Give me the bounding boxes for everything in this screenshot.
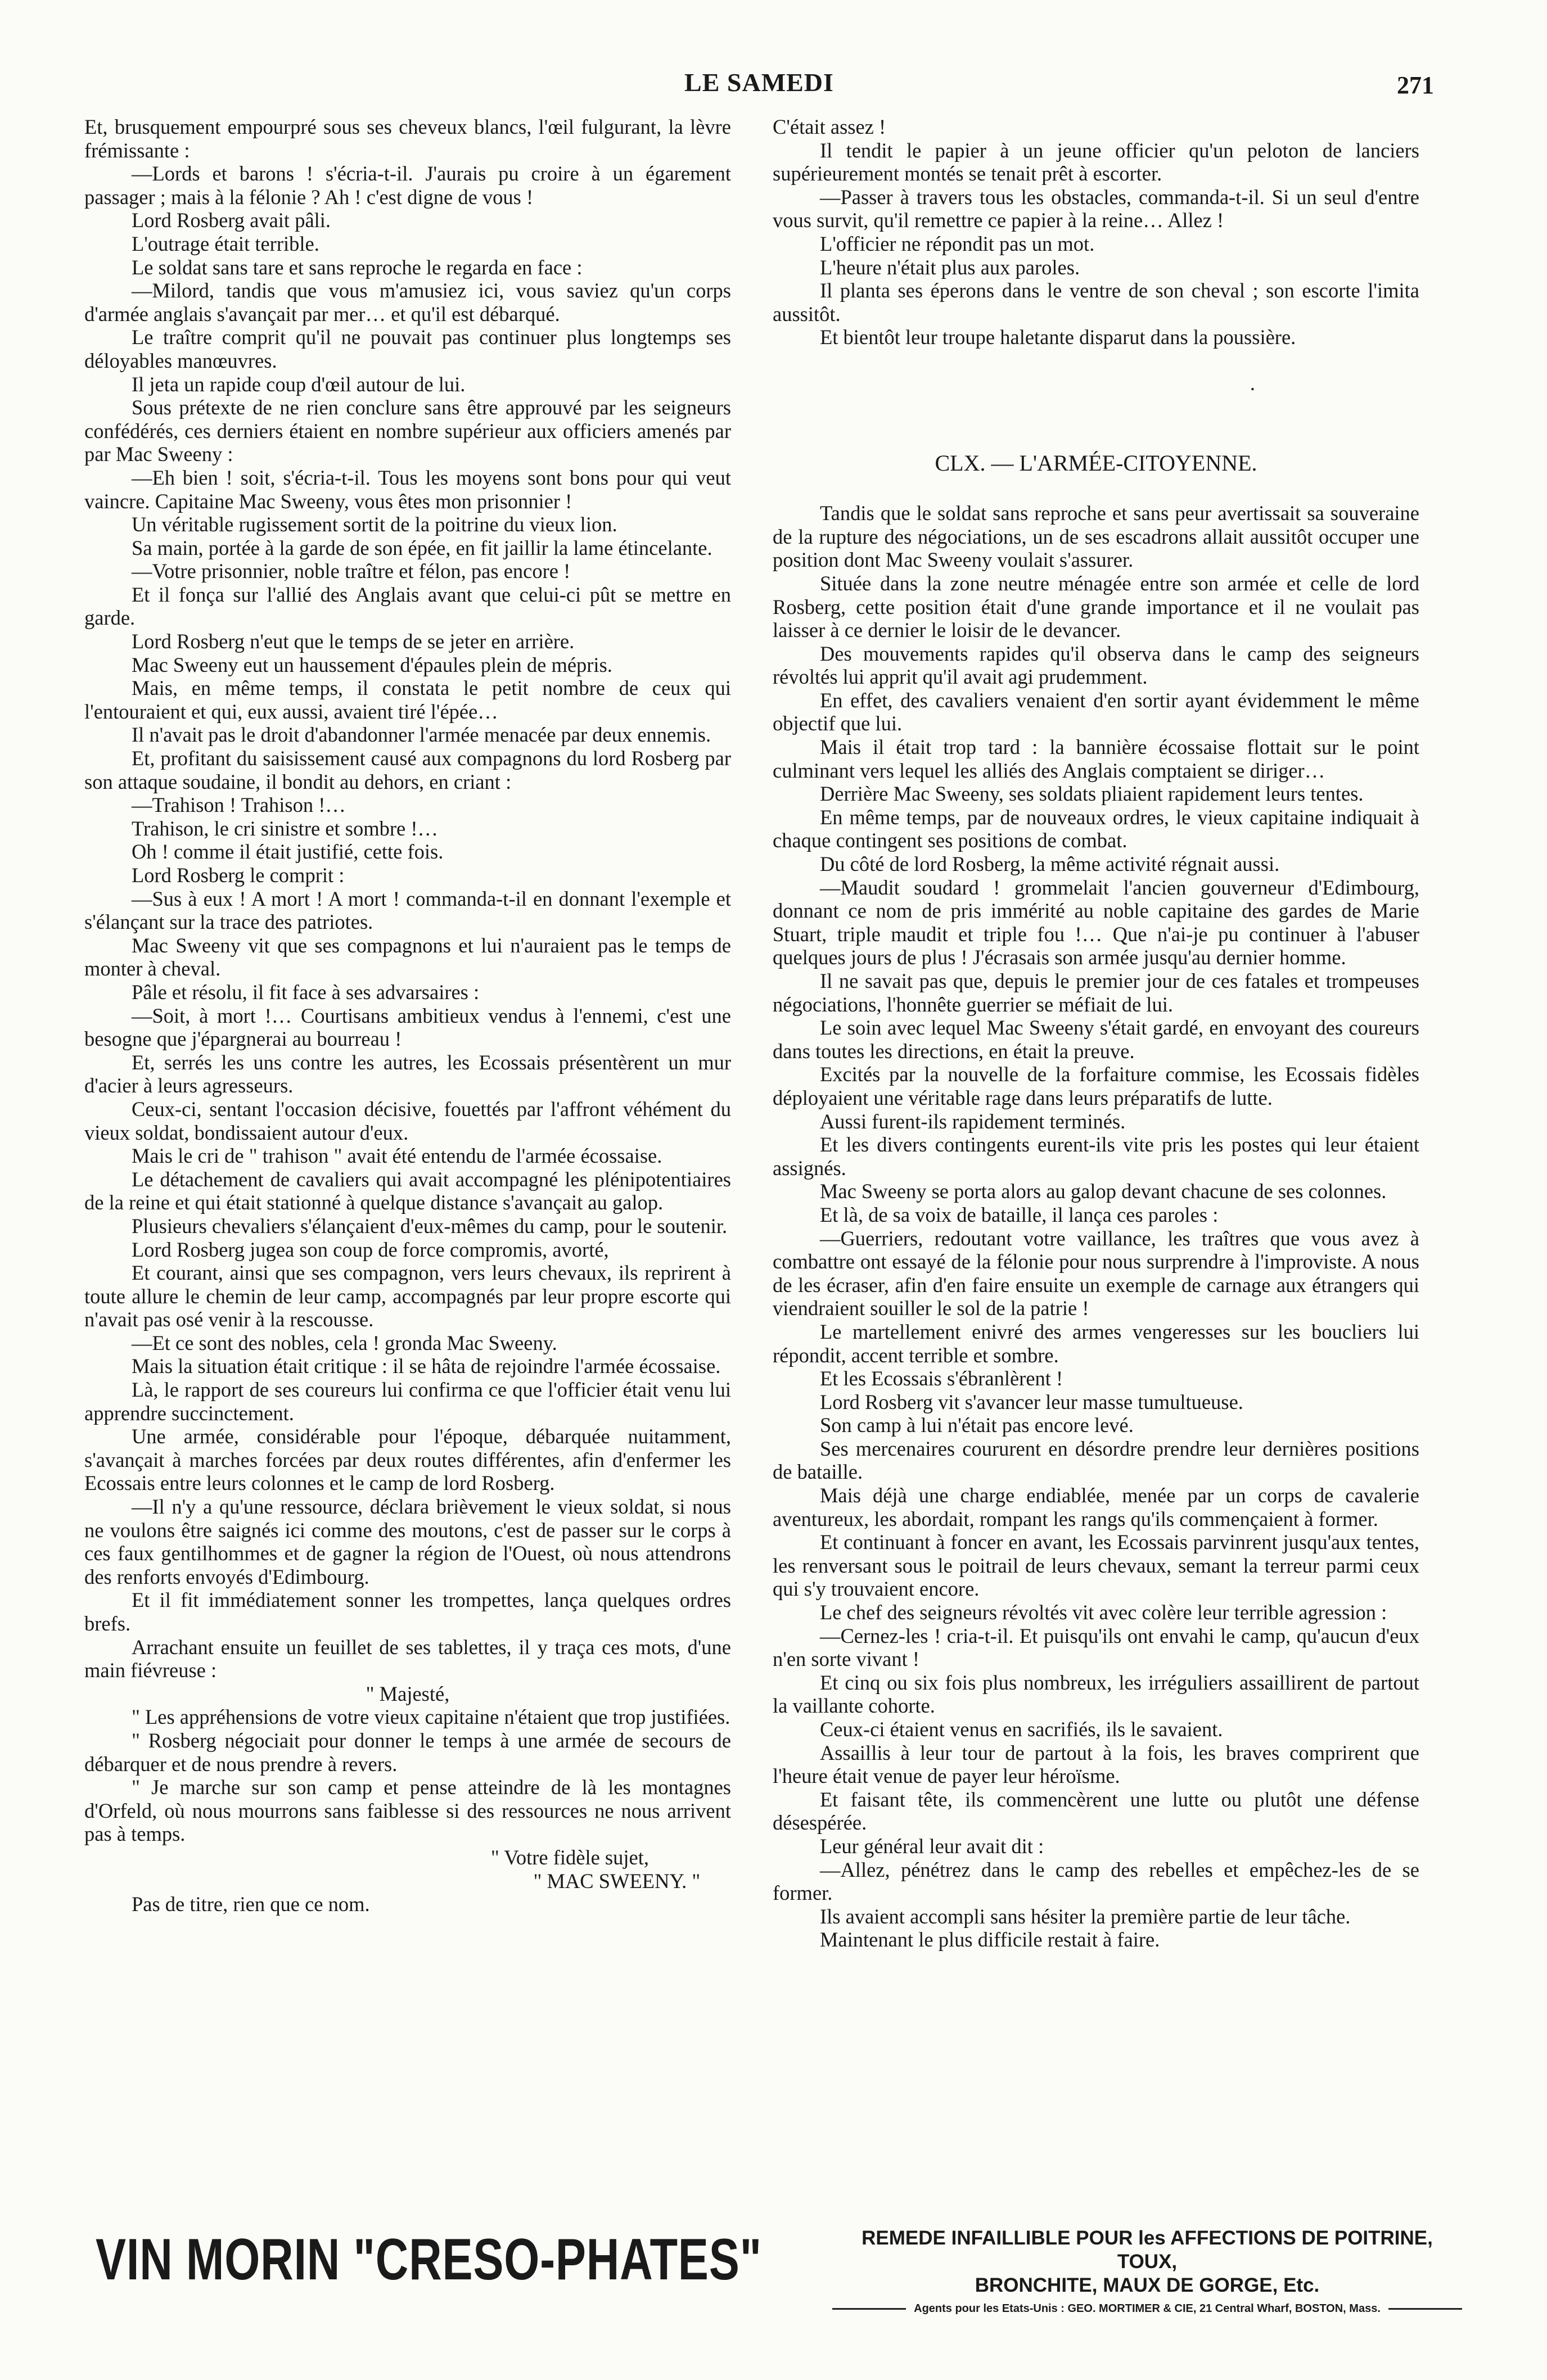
- right-column-top: [773, 115, 1419, 349]
- paragraph: Le traître comprit qu'il ne pouvait pas continuer plus longtemps ses déloyables manœuvres.: [84, 326, 731, 372]
- paragraph: Et là, de sa voix de bataille, il lança ces paroles :: [819, 1203, 1219, 1226]
- paragraph: Excités par la nouvelle de la forfaiture commise, les Ecossais fidèles déployaient une véritable rage dans leurs préparatifs de lutte.: [773, 1063, 1419, 1109]
- paragraph: —Votre prisonnier, noble traître et félon, pas encore !: [131, 559, 571, 583]
- paragraph: —Maudit soudard ! grommelait l'ancien gouverneur d'Edimbourg, donnant ce nom de pris immérité au noble capitaine des gardes de Marie Stuart, triple maudit et triple fou !… Que n'ai-je pu continuer à l'abuser quelques jours de plus ! J'écrasais son armée jusqu'au dernier homme.: [773, 875, 1419, 969]
- ad-rule-left: [832, 2308, 906, 2310]
- paragraph: " Je marche sur son camp et pense atteindre de là les montagnes d'Orfeld, où nous mourrons sans faiblesse si des ressources ne nous arrivent pas à temps.: [84, 1776, 731, 1846]
- ad-brand: VIN MORIN "CRESO-PHATES": [96, 2227, 762, 2292]
- paragraph: Mais, en même temps, il constata le petit nombre de ceux qui l'entouraient et qui, eux aussi, avaient tiré l'épée…: [84, 676, 731, 723]
- paragraph: —Allez, pénétrez dans le camp des rebelles et empêchez-les de se former.: [773, 1858, 1419, 1905]
- left-column: [84, 115, 731, 2165]
- paragraph: Trahison, le cri sinistre et sombre !…: [131, 816, 438, 840]
- ad-line-2: BRONCHITE, MAUX DE GORGE, Etc.: [975, 2274, 1320, 2296]
- paragraph: —Passer à travers tous les obstacles, commanda-t-il. Si un seul d'entre vous survit, qu'il remettre ce papier à la reine… Allez !: [773, 185, 1419, 232]
- paragraph: Du côté de lord Rosberg, la même activité régnait aussi.: [819, 852, 1280, 876]
- paragraph: Pâle et résolu, il fit face à ses advarsaires :: [131, 980, 480, 1004]
- paragraph: Mac Sweeny vit que ses compagnons et lui n'auraient pas le temps de monter à cheval.: [84, 933, 731, 981]
- paragraph: " Majesté,: [366, 1682, 450, 1705]
- paragraph: Assaillis à leur tour de partout à la fois, les braves comprirent que l'heure était venue de payer leur héroïsme.: [773, 1741, 1419, 1788]
- ad-info: [832, 2227, 1462, 2320]
- advertisement: [84, 2227, 1462, 2328]
- paragraph: Là, le rapport de ses coureurs lui confirma ce que l'officier était venu lui apprendre succinctement.: [84, 1378, 731, 1425]
- paragraph: Un véritable rugissement sortit de la poitrine du vieux lion.: [131, 513, 617, 536]
- paragraph: Et les divers contingents eurent-ils vite pris les postes qui leur étaient assignés.: [773, 1133, 1419, 1180]
- paragraph: L'outrage était terrible.: [131, 232, 319, 255]
- paragraph: Lord Rosberg vit s'avancer leur masse tumultueuse.: [819, 1390, 1243, 1413]
- paragraph: Le soldat sans tare et sans reproche le regarda en face :: [131, 255, 583, 279]
- paragraph: Située dans la zone neutre ménagée entre son armée et celle de lord Rosberg, cette position était d'une grande importance et il ne voulait pas laisser à ce dernier le loisir de le devancer.: [773, 571, 1419, 642]
- paragraph: Mac Sweeny se porta alors au galop devant chacune de ses colonnes.: [819, 1180, 1387, 1203]
- paragraph: —Soit, à mort !… Courtisans ambitieux vendus à l'ennemi, c'est une besogne que j'épargnerai au bourreau !: [84, 1004, 731, 1051]
- paragraph: Lord Rosberg le comprit :: [131, 864, 345, 887]
- paragraph: Aussi furent-ils rapidement terminés.: [819, 1109, 1126, 1133]
- paragraph: Mais le cri de " trahison " avait été entendu de l'armée écossaise.: [131, 1144, 662, 1168]
- paragraph: Ils avaient accompli sans hésiter la première partie de leur tâche.: [819, 1904, 1351, 1928]
- paragraph: Il ne savait pas que, depuis le premier jour de ces fatales et trompeuses négociations, l'honnête guerrier se méfiait de lui.: [773, 969, 1419, 1016]
- ad-agents-text: Agents pour les Etats-Unis : GEO. MORTIMER & CIE, 21 Central Wharf, BOSTON, Mass.: [914, 2302, 1381, 2315]
- paragraph: —Lords et barons ! s'écria-t-il. J'aurais pu croire à un égarement passager ; mais à la félonie ? Ah ! c'est digne de vous !: [84, 162, 731, 209]
- paragraph: " Votre fidèle sujet,: [490, 1845, 649, 1869]
- paragraph: Leur général leur avait dit :: [819, 1834, 1044, 1858]
- paragraph: Et cinq ou six fois plus nombreux, les irréguliers assaillirent de partout la vaillante cohorte.: [773, 1670, 1419, 1718]
- paragraph: Et continuant à foncer en avant, les Ecossais parvinrent jusqu'aux tentes, les renversant sous le poitrail de leurs chevaux, semant la terreur parmi ceux qui s'y trouvaient encore.: [773, 1530, 1419, 1601]
- paragraph: Sous prétexte de ne rien conclure sans être approuvé par les seigneurs confédérés, ces derniers étaient en nombre supérieur aux officiers amenés par par Mac Sweeny :: [84, 396, 731, 466]
- paragraph: Tandis que le soldat sans reproche et sans peur avertissait sa souveraine de la rupture des négociations, un de ses escadrons allait aussitôt occuper une position dont Mac Sweeny voulait s'assurer.: [773, 502, 1419, 572]
- paragraph: Plusieurs chevaliers s'élançaient d'eux-mêmes du camp, pour le soutenir.: [131, 1214, 728, 1238]
- paragraph: Des mouvements rapides qu'il observa dans le camp des seigneurs révoltés lui apprit qu'il avait agi prudemment.: [773, 642, 1419, 689]
- paragraph: En même temps, par de nouveaux ordres, le vieux capitaine indiquait à chaque contingent ses positions de combat.: [773, 805, 1419, 852]
- paragraph: Et faisant tête, ils commencèrent une lutte ou plutôt une défense désespérée.: [773, 1787, 1419, 1835]
- paragraph: Le chef des seigneurs révoltés vit avec colère leur terrible agression :: [819, 1601, 1387, 1624]
- paragraph: Et, brusquement empourpré sous ses cheveux blancs, l'œil fulgurant, la lèvre frémissante :: [84, 115, 731, 162]
- paragraph: Maintenant le plus difficile restait à faire.: [819, 1928, 1160, 1952]
- paragraph: Oh ! comme il était justifié, cette fois.: [131, 840, 444, 864]
- paragraph: Sa main, portée à la garde de son épée, en fit jaillir la lame étincelante.: [131, 536, 712, 559]
- chapter-heading: CLX. — L'ARMÉE-CITOYENNE.: [935, 450, 1257, 476]
- paragraph: Mac Sweeny eut un haussement d'épaules plein de mépris.: [131, 653, 612, 676]
- paragraph: —Trahison ! Trahison !…: [131, 793, 346, 817]
- journal-title: LE SAMEDI: [684, 68, 834, 97]
- paragraph: Le soin avec lequel Mac Sweeny s'était gardé, en envoyant des coureurs dans toutes les directions, en était la preuve.: [773, 1016, 1419, 1063]
- page-number: 271: [1397, 71, 1434, 99]
- paragraph: Ses mercenaires coururent en désordre prendre leur dernières positions de bataille.: [773, 1437, 1419, 1484]
- ad-line-3: [832, 2297, 1462, 2320]
- paragraph: Derrière Mac Sweeny, ses soldats pliaient rapidement leurs tentes.: [819, 782, 1364, 806]
- paragraph: Lord Rosberg jugea son coup de force compromis, avorté,: [131, 1238, 609, 1261]
- paragraph: Et, serrés les uns contre les autres, les Ecossais présentèrent un mur d'acier à leurs agresseurs.: [84, 1050, 731, 1098]
- paragraph: Et il fonça sur l'allié des Anglais avant que celui-ci pût se mettre en garde.: [84, 582, 731, 630]
- paragraph: —Sus à eux ! A mort ! A mort ! commanda-t-il en donnant l'exemple et s'élançant sur la trace des patriotes.: [84, 887, 731, 934]
- paragraph: En effet, des cavaliers venaient d'en sortir ayant évidemment le même objectif que lui.: [773, 688, 1419, 735]
- paragraph: Lord Rosberg avait pâli.: [131, 209, 331, 232]
- section-dot: .: [1250, 371, 1255, 395]
- paragraph: Et bientôt leur troupe haletante disparut dans la poussière.: [819, 326, 1296, 349]
- paragraph: Et courant, ainsi que ses compagnon, vers leurs chevaux, ils reprirent à toute allure le chemin de leur camp, accompagnés par leur propre escorte qui n'avait pas osé venir à la rescousse.: [84, 1261, 731, 1331]
- paragraph: " Rosberg négociait pour donner le temps à une armée de secours de débarquer et de nous prendre à revers.: [84, 1728, 731, 1776]
- paragraph: Et, profitant du saisissement causé aux compagnons du lord Rosberg par son attaque soudaine, il bondit au dehors, en criant :: [84, 747, 731, 793]
- paragraph: Ceux-ci, sentant l'occasion décisive, fouettés par l'affront véhément du vieux soldat, bondissaient autour d'eux.: [84, 1097, 731, 1144]
- paragraph: Son camp à lui n'était pas encore levé.: [819, 1413, 1134, 1437]
- paragraph: —Guerriers, redoutant votre vaillance, les traîtres que vous avez à combattre ont essayé de la félonie pour nous surprendre à l'improviste. A nous de les écraser, afin d'en faire ensuite un exemple de carnage aux étrangers qui viendraient souiller le sol de la patrie !: [773, 1226, 1419, 1320]
- right-column-body: [773, 502, 1419, 1952]
- paragraph: L'officier ne répondit pas un mot.: [819, 232, 1095, 255]
- paragraph: —Cernez-les ! cria-t-il. Et puisqu'ils ont envahi le camp, qu'aucun d'eux n'en sorte vivant !: [773, 1624, 1419, 1671]
- ad-line-1: REMEDE INFAILLIBLE POUR les AFFECTIONS DE POITRINE, TOUX,: [862, 2227, 1433, 2273]
- paragraph: Et il fit immédiatement sonner les trompettes, lança quelques ordres brefs.: [84, 1588, 731, 1635]
- paragraph: Ceux-ci étaient venus en sacrifiés, ils le savaient.: [819, 1718, 1223, 1741]
- paragraph: —Il n'y a qu'une ressource, déclara brièvement le vieux soldat, si nous ne voulons être saignés ici comme des moutons, c'est de passer sur le corps à ces faux gentilhommes et de gagner la région de l'Ouest, où nous attendrons des renforts envoyés d'Edimbourg.: [84, 1495, 731, 1588]
- paragraph: L'heure n'était plus aux paroles.: [819, 255, 1080, 279]
- paragraph: Le martellement enivré des armes vengeresses sur les boucliers lui répondit, accent terrible et sombre.: [773, 1320, 1419, 1367]
- paragraph: —Eh bien ! soit, s'écria-t-il. Tous les moyens sont bons pour qui veut vaincre. Capitaine Mac Sweeny, vous êtes mon prisonnier !: [84, 466, 731, 513]
- paragraph: C'était assez !: [773, 115, 886, 138]
- paragraph: Une armée, considérable pour l'époque, débarquée nuitamment, s'avançait à marches forcées par deux routes différentes, afin d'enfermer les Ecossais entre leurs colonnes et le camp de lord Rosberg.: [84, 1425, 731, 1495]
- ad-rule-right: [1388, 2308, 1462, 2310]
- page-header: [84, 67, 1434, 112]
- paragraph: Pas de titre, rien que ce nom.: [131, 1893, 370, 1916]
- paragraph: Mais il était trop tard : la bannière écossaise flottait sur le point culminant vers lequel les alliés des Anglais comptaient se diriger…: [773, 735, 1419, 782]
- paragraph: Mais déjà une charge endiablée, menée par un corps de cavalerie aventureux, les abordait, rompant les rangs qu'ils commençaient à former.: [773, 1484, 1419, 1530]
- paragraph: Il planta ses éperons dans le ventre de son cheval ; son escorte l'imita aussitôt.: [773, 279, 1419, 326]
- right-column: [773, 115, 1419, 2165]
- paragraph: Mais la situation était critique : il se hâta de rejoindre l'armée écossaise.: [131, 1354, 721, 1378]
- paragraph: —Milord, tandis que vous m'amusiez ici, vous saviez qu'un corps d'armée anglais s'avançait par mer… et qu'il est débarqué.: [84, 279, 731, 326]
- paragraph: Il tendit le papier à un jeune officier qu'un peloton de lanciers supérieurement montés se tenait prêt à escorter.: [773, 138, 1419, 186]
- paragraph: Il n'avait pas le droit d'abandonner l'armée menacée par deux ennemis.: [131, 723, 711, 747]
- paragraph: Il jeta un rapide coup d'œil autour de lui.: [131, 372, 466, 396]
- paragraph: " MAC SWEENY. ": [533, 1869, 701, 1893]
- paragraph: Le détachement de cavaliers qui avait accompagné les plénipotentiaires de la reine et qui était stationné à quelque distance s'avançait au galop.: [84, 1167, 731, 1214]
- paragraph: Arrachant ensuite un feuillet de ses tablettes, il y traça ces mots, d'une main fiévreuse :: [84, 1635, 731, 1682]
- paragraph: —Et ce sont des nobles, cela ! gronda Mac Sweeny.: [131, 1331, 557, 1354]
- paragraph: " Les appréhensions de votre vieux capitaine n'étaient que trop justifiées.: [131, 1705, 730, 1729]
- paragraph: Lord Rosberg n'eut que le temps de se jeter en arrière.: [131, 630, 575, 653]
- paragraph: Et les Ecossais s'ébranlèrent !: [819, 1367, 1063, 1390]
